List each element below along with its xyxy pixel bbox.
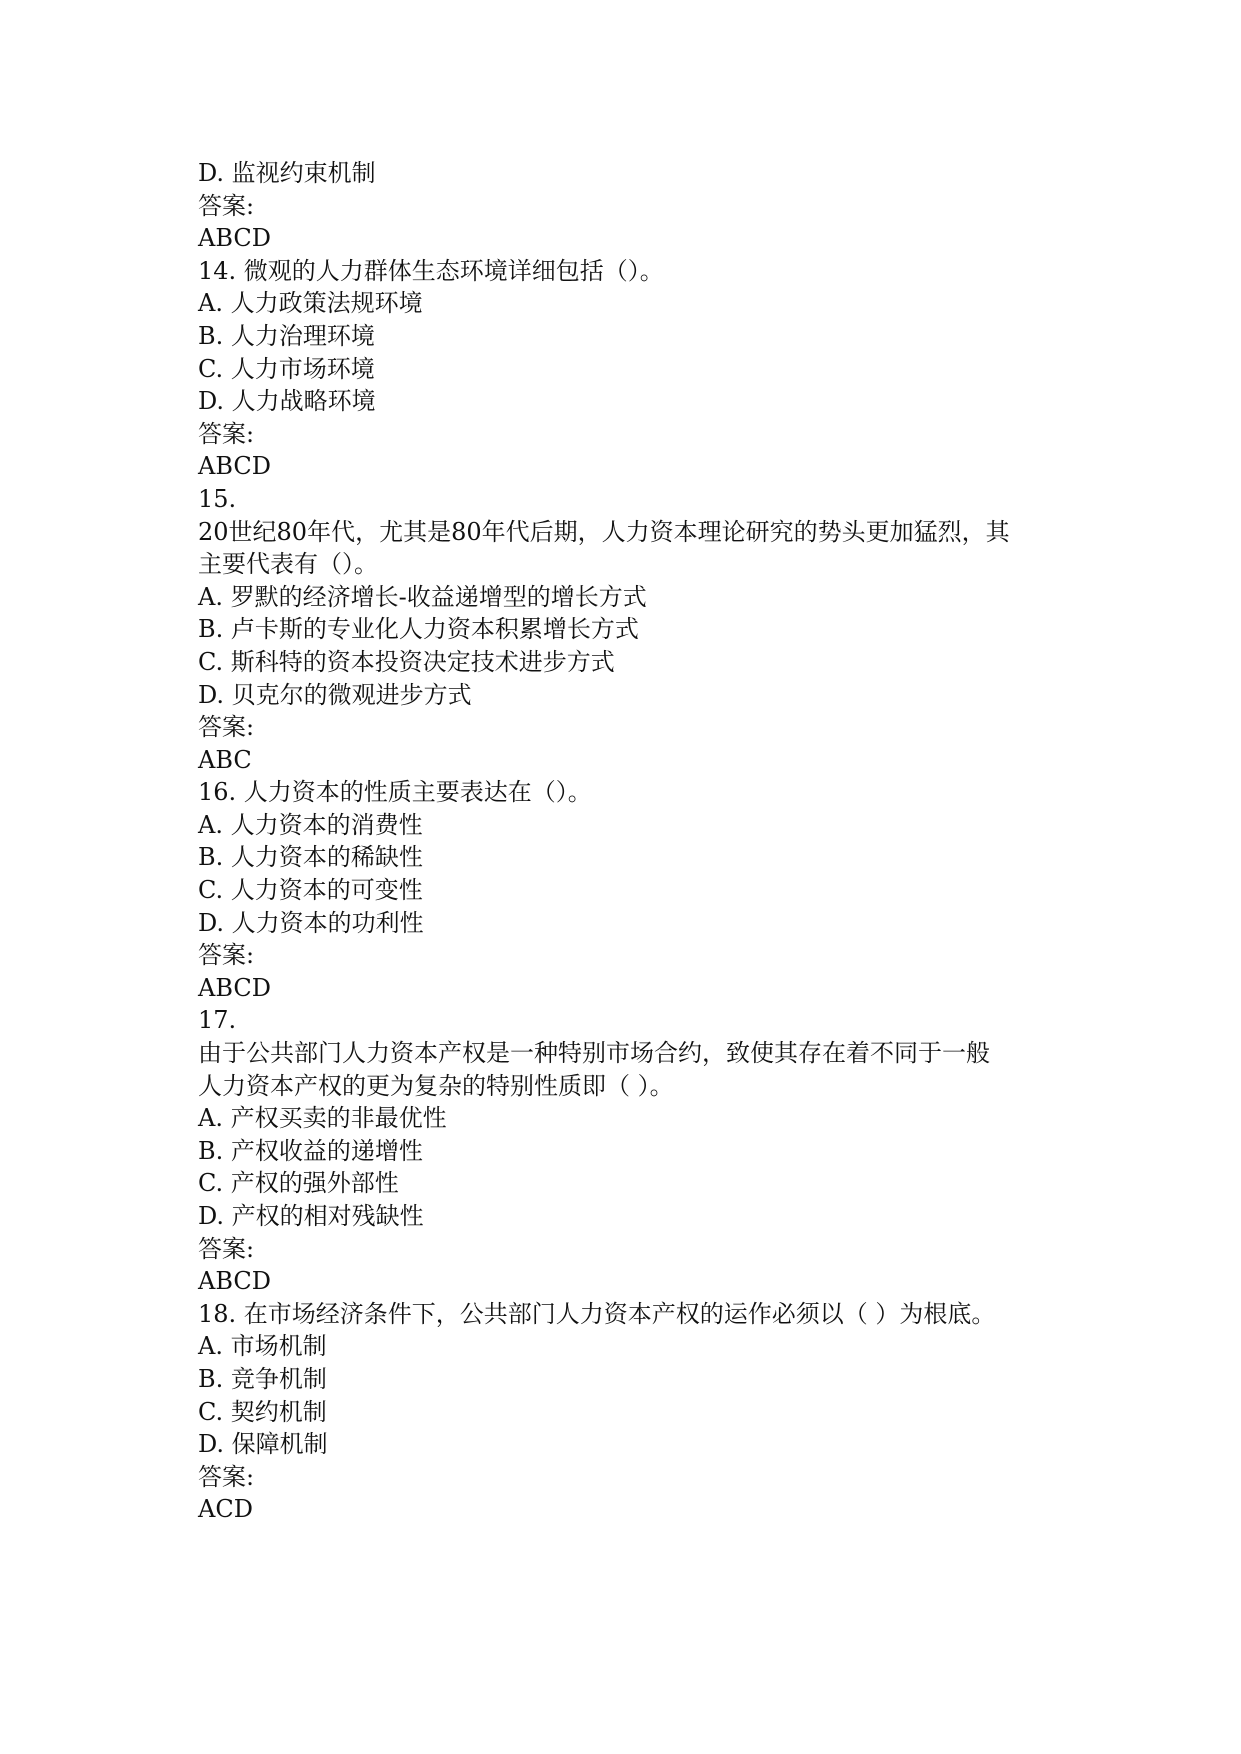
option-a: A. 产权买卖的非最优性 (198, 1104, 447, 1133)
answer-label: 答案: (198, 713, 255, 742)
answer-value: ABCD (198, 224, 272, 253)
answer-value: ABCD (198, 973, 272, 1002)
question-18: 18. 在市场经济条件下，公共部门人力资本产权的运作必须以（ ）为根底。 (198, 1299, 996, 1328)
option-d: D. 人力战略环境 (198, 387, 376, 416)
option-b: B. 产权收益的递增性 (198, 1136, 423, 1165)
option-a: A. 罗默的经济增长-收益递增型的增长方式 (198, 582, 647, 611)
answer-value: ABC (198, 745, 252, 774)
answer-value: ACD (198, 1495, 253, 1524)
question-15-number: 15. (198, 484, 237, 513)
option-c: C. 产权的强外部性 (198, 1169, 399, 1198)
option-a: A. 市场机制 (198, 1332, 327, 1361)
answer-label: 答案: (198, 1234, 255, 1263)
option-b: B. 卢卡斯的专业化人力资本积累增长方式 (198, 615, 639, 644)
question-14: 14. 微观的人力群体生态环境详细包括（）。 (198, 256, 664, 285)
option-b: B. 人力资本的稀缺性 (198, 843, 423, 872)
answer-value: ABCD (198, 452, 272, 481)
answer-label: 答案: (198, 1462, 255, 1491)
option-d: D. 人力资本的功利性 (198, 908, 424, 937)
document-body (198, 157, 1058, 1526)
option-d: D. 产权的相对残缺性 (198, 1202, 424, 1230)
answer-label: 答案: (198, 191, 255, 220)
question-17-text-cont: 人力资本产权的更为复杂的特别性质即（ ）。 (198, 1071, 674, 1100)
option-a: A. 人力政策法规环境 (198, 289, 423, 318)
option-b: B. 人力治理环境 (198, 321, 375, 350)
answer-value: ABCD (198, 1267, 272, 1296)
question-15-text-cont: 主要代表有（）。 (198, 550, 378, 579)
option-c: C. 人力市场环境 (198, 354, 375, 383)
question-17-number: 17. (198, 1006, 237, 1035)
option-c: C. 契约机制 (198, 1397, 327, 1426)
option-d: D. 保障机制 (198, 1430, 328, 1459)
answer-label: 答案: (198, 419, 255, 448)
answer-label: 答案: (198, 941, 255, 970)
text-line: D. 监视约束机制 (198, 159, 376, 187)
option-b: B. 竞争机制 (198, 1364, 327, 1393)
option-d: D. 贝克尔的微观进步方式 (198, 680, 472, 709)
question-15-text: 20世纪80年代，尤其是80年代后期，人力资本理论研究的势头更加猛烈，其 (198, 517, 1010, 546)
option-a: A. 人力资本的消费性 (198, 810, 423, 839)
option-c: C. 人力资本的可变性 (198, 876, 423, 905)
question-17-text: 由于公共部门人力资本产权是一种特别市场合约，致使其存在着不同于一般 (198, 1039, 990, 1068)
question-16: 16. 人力资本的性质主要表达在（）。 (198, 778, 592, 807)
option-c: C. 斯科特的资本投资决定技术进步方式 (198, 647, 615, 676)
